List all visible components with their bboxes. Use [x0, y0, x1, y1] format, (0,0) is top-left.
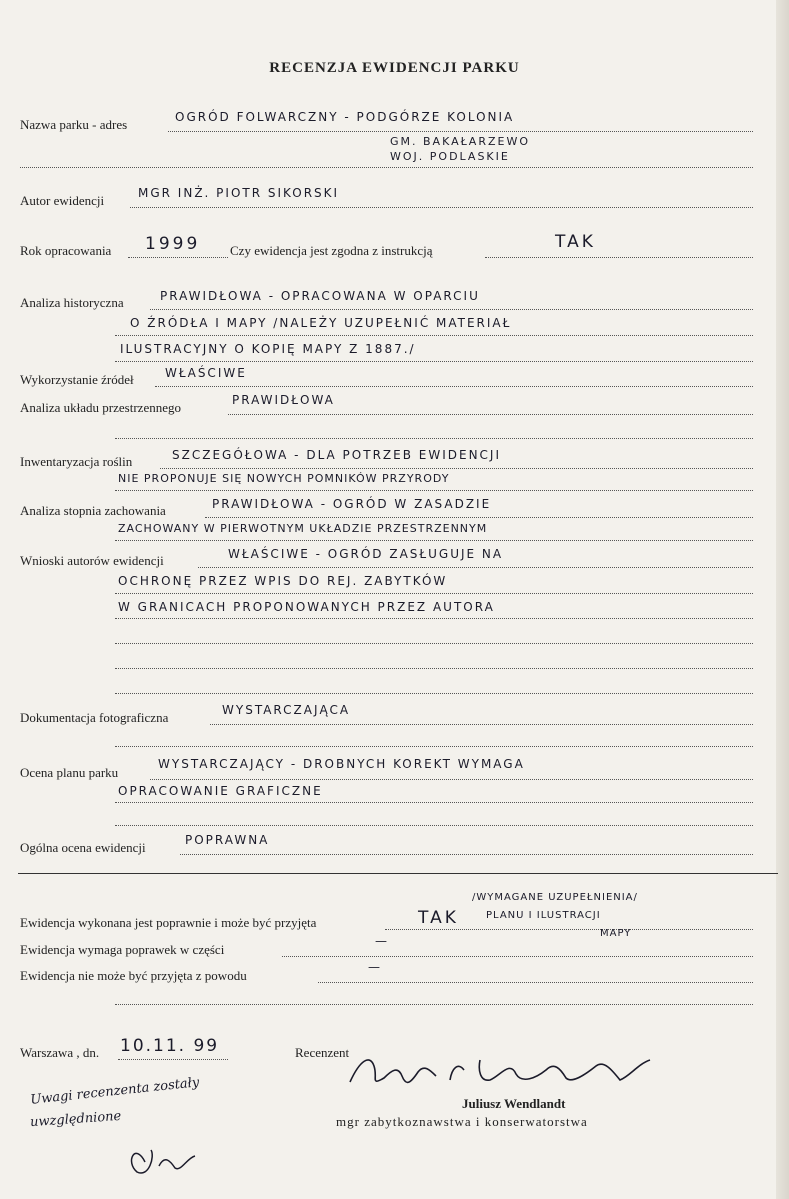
dotted-line	[115, 361, 753, 362]
side-note-signature	[115, 1132, 215, 1182]
historical-line-1: PRAWIDŁOWA - OPRACOWANA W OPARCIU	[160, 289, 480, 303]
plant-inventory-line-2: NIE PROPONUJE SIĘ NOWYCH POMNIKÓW PRZYRODY	[118, 472, 450, 485]
dotted-line	[205, 517, 753, 518]
dotted-line	[160, 468, 753, 469]
author-label: Autor ewidencji	[20, 193, 105, 208]
needs-corrections-value: —	[375, 934, 389, 948]
accepted-note-line-3: MAPY	[600, 928, 632, 939]
dotted-line	[318, 982, 753, 983]
historical-line-3: ILUSTRACYJNY O KOPIĘ MAPY Z 1887./	[120, 342, 416, 356]
side-note-line-1: Uwagi recenzenta zostały	[29, 1075, 200, 1108]
spatial-analysis-value: PRAWIDŁOWA	[232, 393, 335, 407]
sources-label: Wykorzystanie źródeł	[20, 372, 134, 387]
photo-docs-value: WYSTARCZAJĄCA	[222, 703, 351, 717]
preservation-label: Analiza stopnia zachowania	[20, 503, 166, 518]
rejected-label: Ewidencja nie może być przyjęta z powodu	[20, 968, 247, 983]
dotted-line	[228, 414, 753, 415]
conformity-value: TAK	[555, 232, 596, 252]
form-title: RECENZJA EWIDENCJI PARKU	[269, 60, 520, 76]
place-label: Warszawa , dn.	[20, 1045, 100, 1060]
dotted-line	[115, 668, 753, 669]
overall-label: Ogólna ocena ewidencji	[20, 840, 146, 855]
dotted-line	[115, 802, 753, 803]
dotted-line	[115, 746, 753, 747]
dotted-line	[385, 929, 753, 930]
dotted-line	[150, 309, 753, 310]
preservation-line-2: ZACHOWANY W PIERWOTNYM UKŁADZIE PRZESTRZENNYM	[118, 522, 488, 535]
dotted-line	[115, 490, 753, 491]
plant-inventory-label: Inwentaryzacja roślin	[20, 454, 133, 469]
rejected-value: —	[368, 960, 382, 974]
plan-rating-label: Ocena planu parku	[20, 765, 119, 780]
year-label: Rok opracowania	[20, 243, 112, 258]
historical-line-2: O ŹRÓDŁA I MAPY /NALEŻY UZUPEŁNIĆ MATERIAŁ	[130, 316, 512, 330]
author-value: MGR INŻ. PIOTR SIKORSKI	[138, 186, 340, 200]
page-edge	[776, 0, 789, 1199]
dotted-line	[20, 167, 753, 168]
reviewer-signature	[340, 1040, 680, 1100]
accepted-note-line-2: PLANU I ILUSTRACJI	[486, 910, 601, 921]
dotted-line	[155, 386, 753, 387]
reviewer-title: mgr zabytkoznawstwa i konserwatorstwa	[336, 1114, 588, 1129]
spatial-analysis-label: Analiza układu przestrzennego	[20, 400, 181, 415]
park-name-line-2: GM. BAKAŁARZEWO	[390, 135, 530, 148]
dotted-line	[282, 956, 753, 957]
dotted-line	[115, 335, 753, 336]
plan-rating-line-2: OPRACOWANIE GRAFICZNE	[118, 784, 323, 798]
dotted-line	[130, 207, 753, 208]
dotted-line	[168, 131, 753, 132]
dotted-line	[180, 854, 753, 855]
date-value: 10.11. 99	[120, 1036, 220, 1056]
dotted-line	[115, 693, 753, 694]
park-name-label: Nazwa parku - adres	[20, 117, 128, 132]
conclusions-line-3: W GRANICACH PROPONOWANYCH PRZEZ AUTORA	[118, 600, 495, 614]
conclusions-line-2: OCHRONĘ PRZEZ WPIS DO REJ. ZABYTKÓW	[118, 574, 448, 588]
dotted-line	[115, 438, 753, 439]
dotted-line	[115, 540, 753, 541]
sources-value: WŁAŚCIWE	[165, 366, 247, 380]
side-note-line-2: uwzględnione	[29, 1108, 122, 1131]
park-name-line-3: WOJ. PODLASKIE	[390, 150, 510, 163]
photo-docs-label: Dokumentacja fotograficzna	[20, 710, 169, 725]
conclusions-label: Wnioski autorów ewidencji	[20, 553, 164, 568]
dotted-line	[115, 643, 753, 644]
dotted-line	[115, 1004, 753, 1005]
year-value: 1999	[145, 234, 201, 254]
historical-analysis-label: Analiza historyczna	[20, 295, 124, 310]
dotted-line	[150, 779, 753, 780]
reviewer-name: Juliusz Wendlandt	[462, 1096, 566, 1111]
accepted-note-line-1: /WYMAGANE UZUPEŁNIENIA/	[472, 892, 638, 903]
overall-value: POPRAWNA	[185, 833, 270, 847]
needs-corrections-label: Ewidencja wymaga poprawek w części	[20, 942, 225, 957]
conformity-label: Czy ewidencja jest zgodna z instrukcją	[230, 243, 433, 258]
dotted-line	[210, 724, 753, 725]
dotted-line	[198, 567, 753, 568]
dotted-line	[115, 825, 753, 826]
dotted-line	[118, 1059, 228, 1060]
park-name-line-1: OGRÓD FOLWARCZNY - PODGÓRZE KOLONIA	[175, 110, 515, 124]
dotted-line	[115, 618, 753, 619]
dotted-line	[485, 257, 753, 258]
plan-rating-line-1: WYSTARCZAJĄCY - DROBNYCH KOREKT WYMAGA	[158, 757, 525, 771]
dotted-line	[115, 593, 753, 594]
accepted-value: TAK	[418, 908, 459, 928]
plant-inventory-line-1: SZCZEGÓŁOWA - DLA POTRZEB EWIDENCJI	[172, 448, 501, 462]
accepted-label: Ewidencja wykonana jest poprawnie i może być przyjęta	[20, 915, 317, 930]
section-divider	[18, 873, 778, 874]
preservation-line-1: PRAWIDŁOWA - OGRÓD W ZASADZIE	[212, 497, 492, 511]
dotted-line	[128, 257, 228, 258]
reviewer-label: Recenzent	[295, 1045, 350, 1060]
conclusions-line-1: WŁAŚCIWE - OGRÓD ZASŁUGUJE NA	[228, 547, 504, 561]
